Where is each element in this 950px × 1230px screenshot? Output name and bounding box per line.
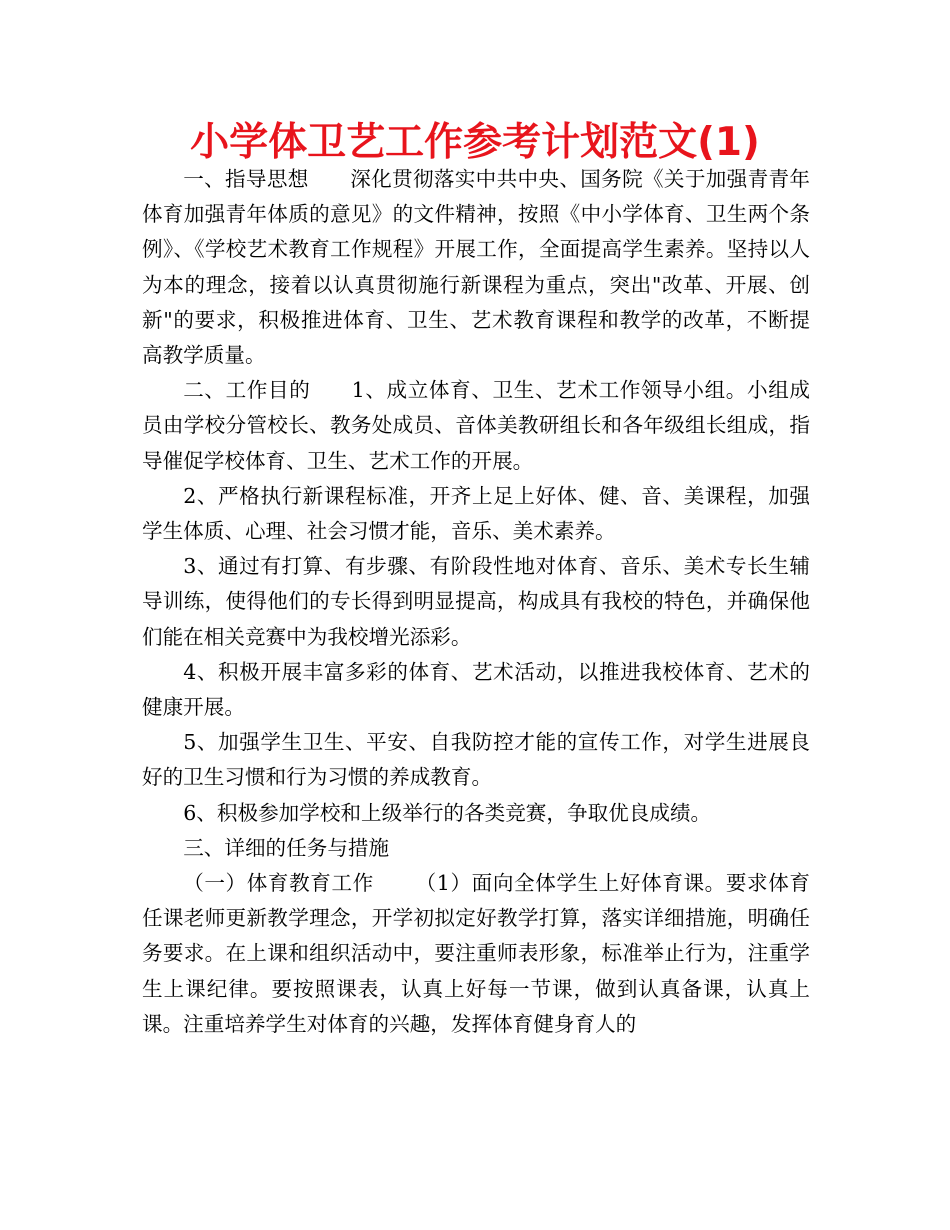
paragraph-item-2: 2、严格执行新课程标准，开齐上足上好体、健、音、美课程，加强学生体质、心理、社会习惯才能，音乐、美术素养。 (142, 483, 810, 544)
paragraph-text: （1）面向全体学生上好体育课。要求体育任课老师更新教学理念，开学初拟定好教学打算，落实详细措施，明确任务要求。在上课和组织活动中，要注重师表形象，标准举止行为，注重学生上课纪律。要按照课表，认真上好每一节课，做到认真备课，认真上课。注重培养学生对体育的兴趣，发挥体育健身育人的 (142, 871, 811, 1036)
paragraph-item-4: 4、积极开展丰富多彩的体育、艺术活动，以推进我校体育、艺术的健康开展。 (142, 659, 810, 720)
paragraph-guiding-ideology (142, 162, 810, 373)
paragraph-item-6: 6、积极参加学校和上级举行的各类竞赛，争取优良成绩。 (183, 800, 712, 825)
paragraph-item-5: 5、加强学生卫生、平安、自我防控才能的宣传工作，对学生进展良好的卫生习惯和行为习惯的养成教育。 (142, 730, 810, 790)
subsection-heading: （一）体育教育工作 (183, 871, 374, 896)
paragraph-text: 深化贯彻落实中共中央、国务院《关于加强青青年体育加强青年体质的意见》的文件精神，按照《中小学体育、卫生两个条例》、《学校艺术教育工作规程》开展工作，全面提高学生素养。坚持以人为本的理念，接着以认真贯彻施行新课程为重点，突出"改革、开展、创新"的要求，积极推进体育、卫生、艺术教育课程和教学的改革，不断提高教学质量。 (142, 167, 811, 368)
paragraph-item-3: 3、通过有打算、有步骤、有阶段性地对体育、音乐、美术专长生辅导训练，使得他们的专长得到明显提高，构成具有我校的特色，并确保他们能在相关竞赛中为我校增光添彩。 (142, 554, 810, 649)
document-body (142, 162, 810, 1042)
paragraph-text: 1、成立体育、卫生、艺术工作领导小组。小组成员由学校分管校长、教务处成员、音体美教研组长和各年级组长组成，指导催促学校体育、卫生、艺术工作的开展。 (142, 378, 810, 473)
section-heading-tasks: 三、详细的任务与措施 (183, 835, 390, 860)
paragraph-work-goals (142, 373, 810, 479)
section-heading: 二、工作目的 (183, 378, 311, 403)
paragraph-pe-work (142, 866, 810, 1042)
document-title: 小学体卫艺工作参考计划范文(1) (190, 120, 760, 165)
section-heading: 一、指导思想 (183, 167, 309, 191)
